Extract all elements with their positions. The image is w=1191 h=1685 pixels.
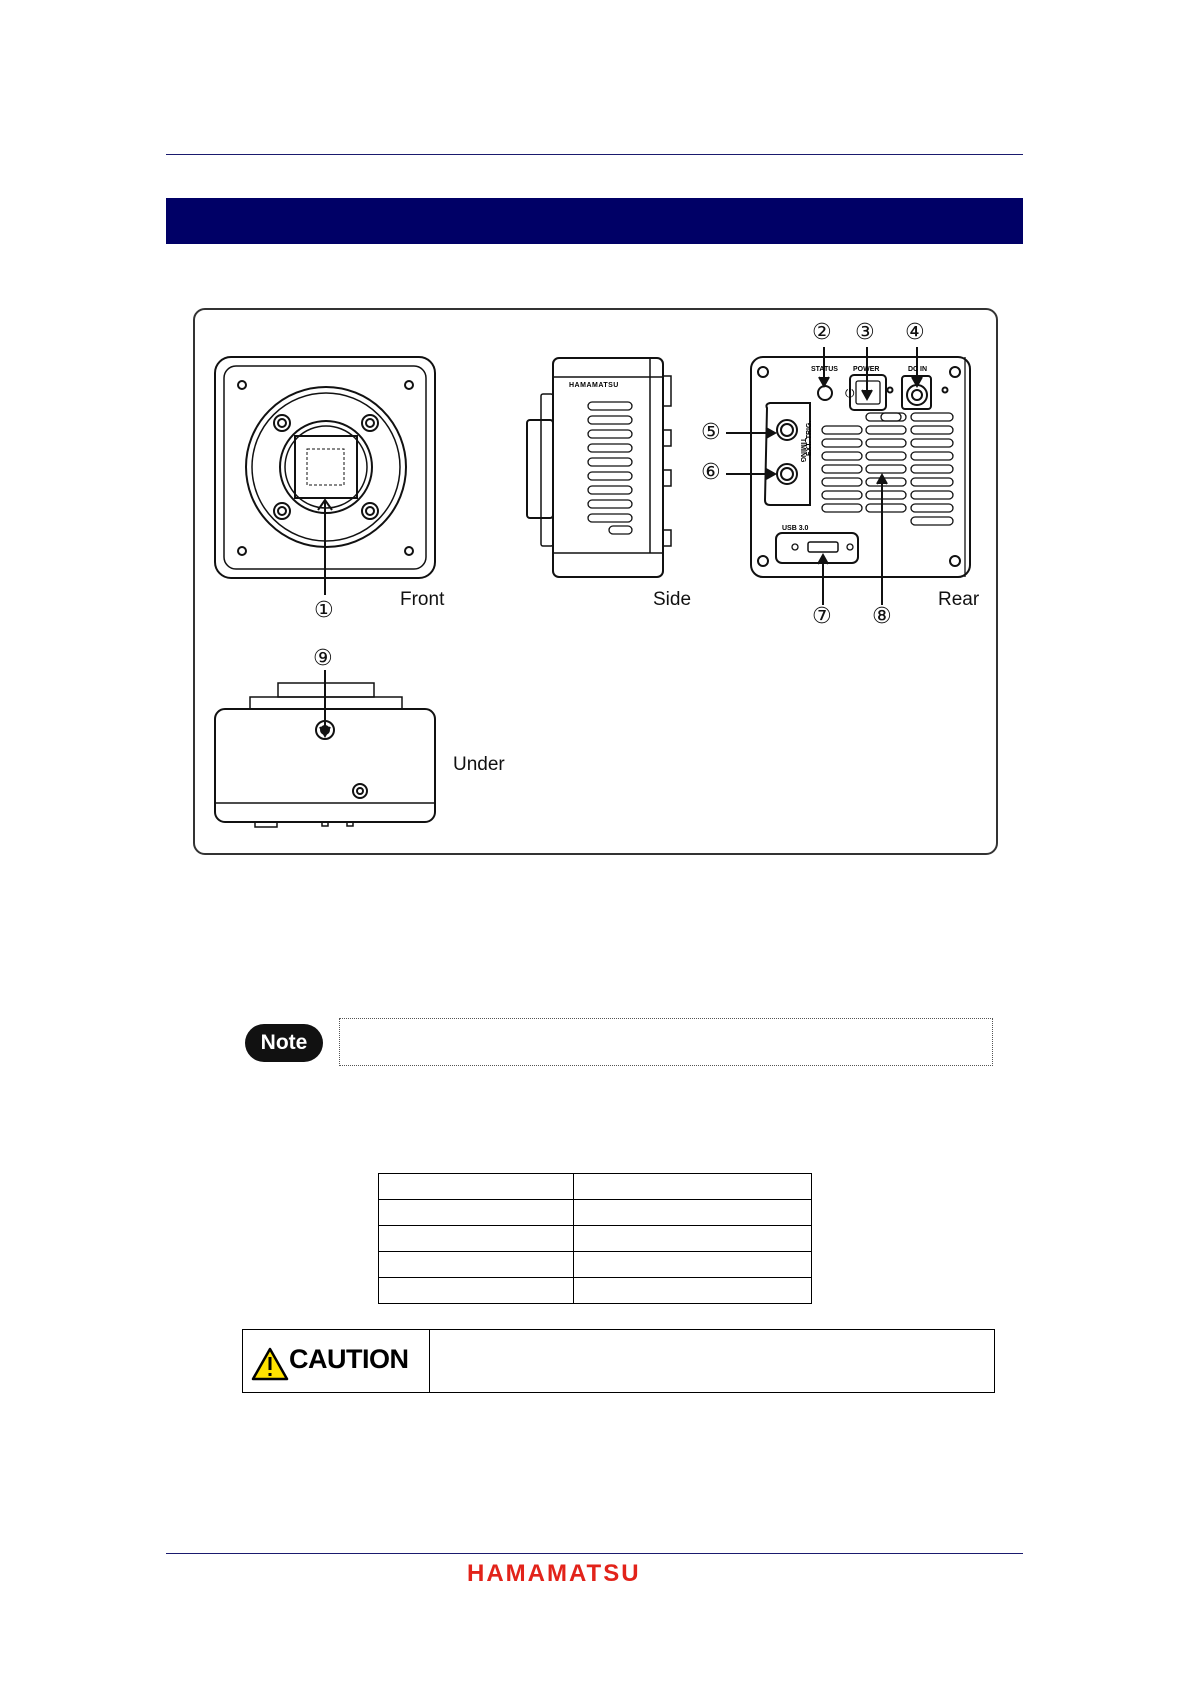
under-label: Under xyxy=(453,754,505,775)
usb-label: USB 3.0 xyxy=(782,525,809,532)
callout-6: ⑥ xyxy=(701,460,721,485)
dc-in-label: DC IN xyxy=(908,366,928,373)
spec-table xyxy=(378,1173,812,1304)
table-cell xyxy=(574,1226,812,1252)
caution-divider xyxy=(429,1329,430,1393)
side-brand-label: HAMAMATSU xyxy=(569,382,619,389)
table-row xyxy=(379,1278,812,1304)
callout-2: ② xyxy=(812,320,832,345)
callout-8: ⑧ xyxy=(872,604,892,629)
table-row xyxy=(379,1226,812,1252)
note-box xyxy=(339,1018,993,1066)
side-view-drawing xyxy=(527,358,671,577)
table-cell xyxy=(379,1226,574,1252)
callout-4: ④ xyxy=(905,320,925,345)
table-row xyxy=(379,1252,812,1278)
power-label: POWER xyxy=(853,366,880,373)
callout-9: ⑨ xyxy=(313,646,333,671)
table-cell xyxy=(574,1252,812,1278)
table-cell xyxy=(574,1200,812,1226)
table-cell xyxy=(379,1252,574,1278)
ext-trig-label: EXT. TRIG. xyxy=(806,420,813,456)
under-view-drawing xyxy=(215,670,435,827)
rear-label: Rear xyxy=(938,589,980,610)
side-label: Side xyxy=(653,589,692,610)
status-label: STATUS xyxy=(811,366,838,373)
table-cell xyxy=(379,1278,574,1304)
callout-7: ⑦ xyxy=(812,604,832,629)
caution-label: CAUTION xyxy=(289,1344,409,1374)
callout-5: ⑤ xyxy=(701,420,721,445)
timing-label: TIMING xyxy=(799,438,806,463)
table-row xyxy=(379,1200,812,1226)
table-cell xyxy=(574,1278,812,1304)
table-cell xyxy=(379,1174,574,1200)
front-view-drawing xyxy=(215,357,435,595)
table-cell xyxy=(574,1174,812,1200)
footer-logo: HAMAMATSU xyxy=(467,1560,641,1587)
power-icon: ⏻ xyxy=(845,386,855,400)
note-badge: Note xyxy=(245,1024,323,1062)
callout-1: ① xyxy=(314,598,334,623)
callout-3: ③ xyxy=(855,320,875,345)
front-label: Front xyxy=(400,589,445,610)
table-row xyxy=(379,1174,812,1200)
table-cell xyxy=(379,1200,574,1226)
footer-rule xyxy=(166,1553,1023,1554)
